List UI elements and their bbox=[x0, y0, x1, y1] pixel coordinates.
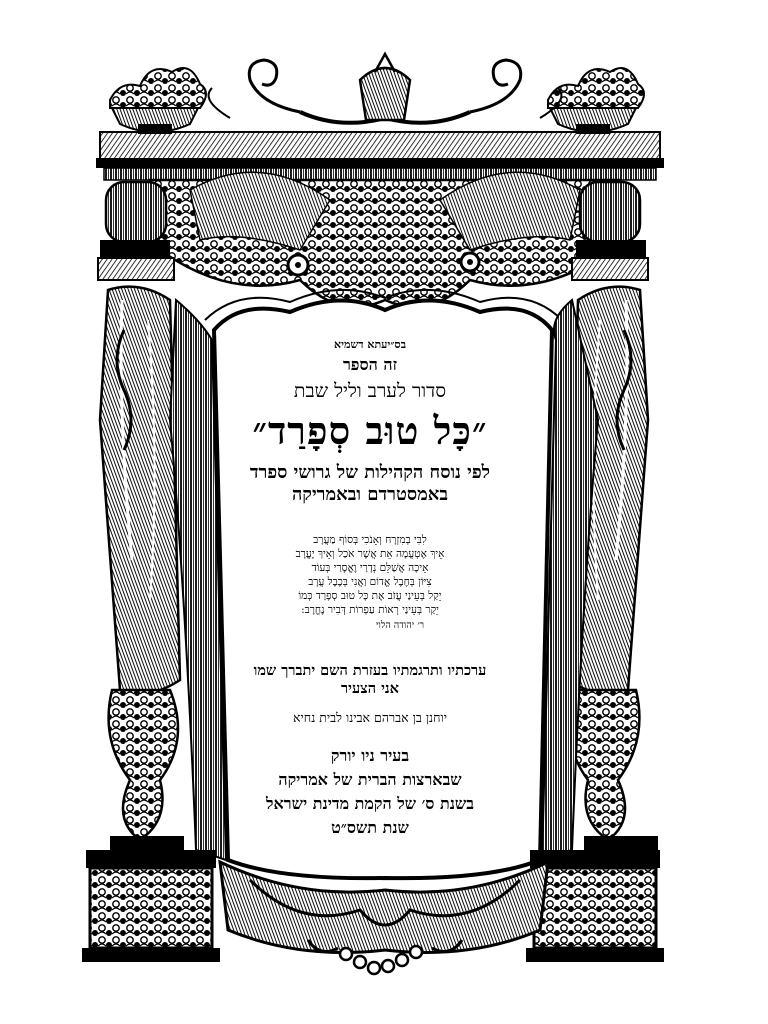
poem-line: יֵקַר בְּעֵינַי רְאוֹת עַפְרוֹת דְּבִיר נֶחֱרָב: bbox=[301, 604, 439, 616]
poem-line: לִבִּי בְמִזְרָח וְאָנֹכִי בְּסוֹף מַעֲרָב bbox=[313, 534, 427, 546]
prayerbook-name: סדור לערב וליל שבת bbox=[293, 380, 447, 402]
poem-line: צִיּוֹן בְּחֶבֶל אֱדוֹם וַאֲנִי בְּכֶבֶל עֲרָב bbox=[308, 576, 432, 588]
poem-line: אֵיךְ אֶטְעֲמָה אֵת אֲשֶׁר אֹכַל וְאֵיךְ יֶעֱרָב bbox=[295, 548, 445, 560]
main-title: ״כָּל טוּב סְפָרַד״ bbox=[252, 408, 488, 453]
editor-name: יוחנן בן אברהם אבינו לבית נחיא bbox=[293, 710, 447, 725]
left-column bbox=[98, 182, 184, 850]
imprint-line: בשנת ס׳ של הקמת מדינת ישראל bbox=[266, 794, 474, 813]
top-cornice bbox=[96, 132, 664, 180]
imprint-line: בעיר ניו יורק bbox=[330, 746, 410, 765]
right-fruit-urn bbox=[548, 68, 644, 134]
subtitle-line-1: לפי נוסח הקהילות של גרושי ספרד bbox=[249, 462, 491, 483]
editor-line-1: ערכתיו ותרגמתיו בעזרת השם יתברך שמו bbox=[253, 662, 487, 679]
left-pedestal bbox=[82, 850, 220, 962]
subtitle-line-2: באמסטרדם ובאמריקה bbox=[291, 484, 449, 505]
intro-line: זה הספר bbox=[342, 355, 398, 374]
imprint-line: שנת תשס״ט bbox=[331, 818, 409, 837]
floral-garland bbox=[150, 172, 620, 306]
left-fruit-urn bbox=[110, 68, 206, 134]
imprint-line: שבארצות הברית של אמריקה bbox=[278, 770, 462, 789]
poem-author: ר׳ יהודה הלוי bbox=[375, 620, 425, 631]
poem-line: אֵיכָה אֲשַׁלֵּם נְדָרַי וֶאֱסָרַי בְּעוֹד bbox=[311, 562, 429, 574]
poem-line: יֵקַל בְּעֵינַי עֲזֹב אֶת כָּל טוּב סְפָרַד כְּמוֹ bbox=[298, 590, 442, 602]
editor-line-2: אני הצעיר bbox=[341, 680, 399, 697]
invocation-line: בס״יעתא דשמיא bbox=[334, 338, 406, 351]
top-center-crest-scroll bbox=[209, 54, 562, 123]
